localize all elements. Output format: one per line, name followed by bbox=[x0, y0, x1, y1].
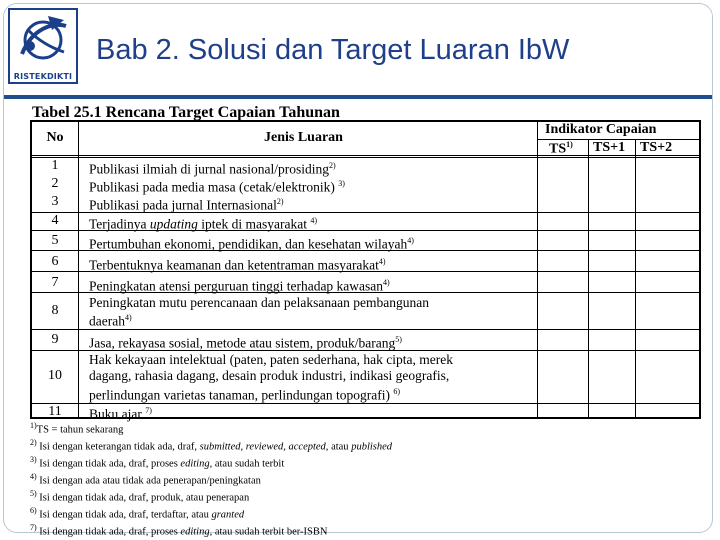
header-indikator-capaian: Indikator Capaian bbox=[545, 122, 657, 137]
row-luaran: Pertumbuhan ekonomi, pendidikan, dan kesehatan wilayah$^{4)}$ bbox=[89, 236, 414, 252]
page-title: Bab 2. Solusi dan Target Luaran IbW bbox=[96, 34, 570, 66]
row-luaran: Buku ajar $^{7)}$ bbox=[89, 406, 152, 422]
row-luaran: Hak kekayaan intelektual (paten, paten sederhana, hak cipta, merek dagang, rahasia dagang, desain produk industri, indikasi geografis, perlindungan varietas tanaman, perlindungan topografi) $^{6)}$ bbox=[89, 352, 453, 403]
row-number: 6 bbox=[51, 254, 59, 269]
table-footnotes bbox=[30, 420, 690, 539]
row-luaran: Publikasi ilmiah di jurnal nasional/prosiding$^{2)}$ bbox=[89, 161, 336, 177]
row-luaran: Jasa, rekayasa sosial, metode atau sistem, produk/barang$^{5)}$ bbox=[89, 335, 402, 351]
row-number: 11 bbox=[48, 404, 62, 419]
footnote: $^{7)}$ Isi dengan tidak ada, draf, proses editing, atau sudah terbit ber-ISBN bbox=[30, 523, 328, 538]
footnote: $^{2)}$ Isi dengan keterangan tidak ada, draf, submitted, reviewed, accepted, atau published bbox=[30, 438, 393, 453]
footnote: $^{1)}$TS = tahun sekarang bbox=[30, 421, 124, 436]
row-number: 9 bbox=[51, 332, 59, 347]
row-number: 4 bbox=[51, 213, 59, 228]
row-luaran: Publikasi pada media masa (cetak/elektronik) $^{3)}$ bbox=[89, 179, 345, 195]
row-luaran: Peningkatan mutu perencanaan dan pelaksanaan pembangunan daerah$^{4)}$ bbox=[89, 295, 429, 329]
row-luaran: Terjadinya updating iptek di masyarakat $^{4)}$ bbox=[89, 216, 318, 232]
row-number: 7 bbox=[51, 275, 59, 290]
header-ts-plus-2: TS+2 bbox=[640, 140, 673, 155]
footnote: $^{4)}$ Isi dengan ada atau tidak ada penerapan/peningkatan bbox=[30, 472, 261, 487]
row-number: 5 bbox=[51, 233, 59, 248]
header-jenis-luaran: Jenis Luaran bbox=[264, 130, 343, 145]
footnote: $^{3)}$ Isi dengan tidak ada, draf, proses editing, atau sudah terbit bbox=[30, 455, 285, 470]
row-luaran: Publikasi pada jurnal Internasional$^{2)}$ bbox=[89, 197, 284, 213]
footnote: $^{6)}$ Isi dengan tidak ada, draf, terdaftar, atau granted bbox=[30, 506, 245, 521]
header-ts: TS$^{1)}$ bbox=[549, 140, 573, 157]
header-divider bbox=[4, 95, 712, 99]
row-number: 3 bbox=[51, 194, 59, 209]
header-ts-plus-1: TS+1 bbox=[593, 140, 626, 155]
logo-text: RISTEKDIKTI bbox=[13, 72, 73, 81]
table-document bbox=[22, 100, 702, 538]
row-number: 1 bbox=[51, 158, 59, 173]
table-caption: Tabel 25.1 Rencana Target Capaian Tahunan bbox=[32, 104, 340, 121]
row-number: 2 bbox=[51, 176, 59, 191]
row-luaran: Terbentuknya keamanan dan ketentraman masyarakat$^{4)}$ bbox=[89, 257, 386, 273]
row-luaran: Peningkatan atensi perguruan tinggi terhadap kawasan$^{4)}$ bbox=[89, 278, 390, 294]
row-number: 8 bbox=[51, 303, 59, 318]
header-no: No bbox=[46, 130, 64, 145]
footnote: $^{5)}$ Isi dengan tidak ada, draf, produk, atau penerapan bbox=[30, 489, 250, 504]
target-table bbox=[30, 120, 701, 422]
row-number: 10 bbox=[48, 368, 62, 383]
